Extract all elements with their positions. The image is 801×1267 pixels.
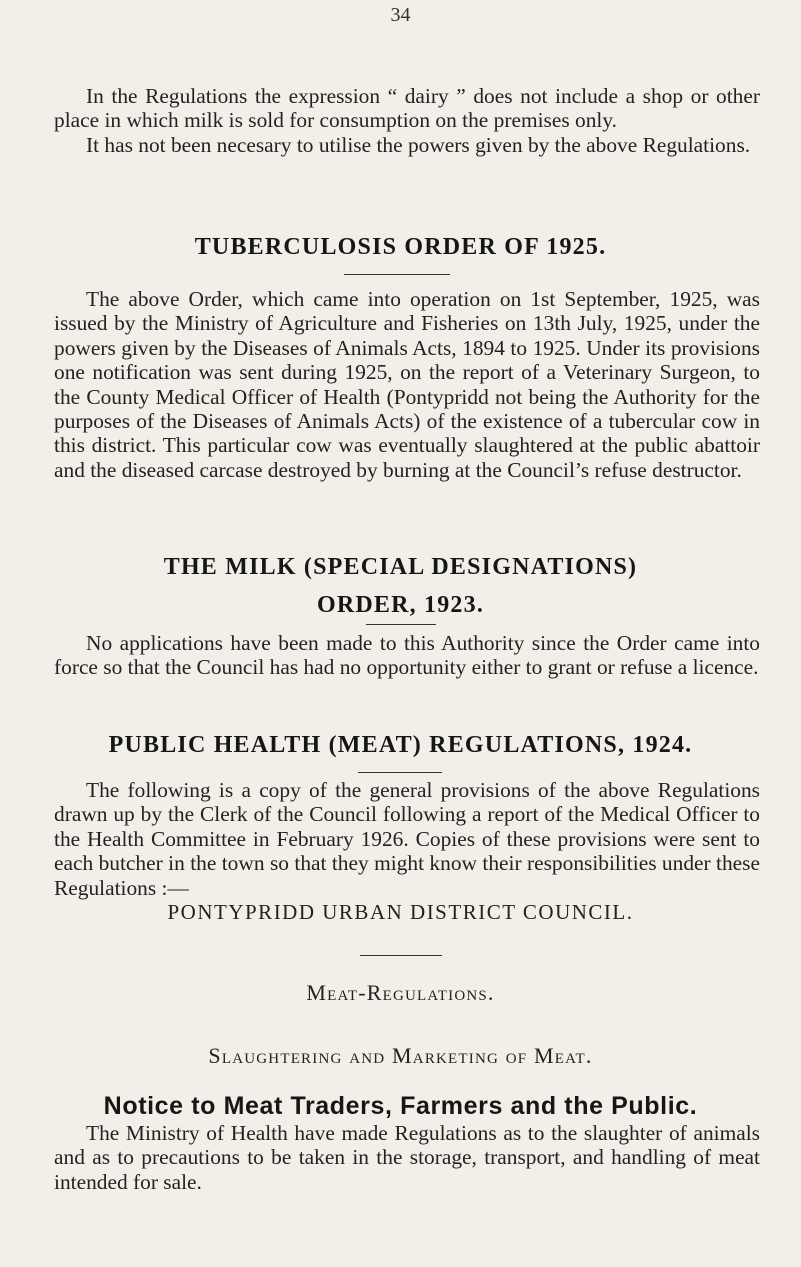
- divider-rule: [344, 274, 450, 275]
- council-name: PONTYPRIDD URBAN DISTRICT COUNCIL.: [167, 900, 634, 924]
- divider-rule: [360, 955, 442, 956]
- notice-paragraph: The Ministry of Health have made Regulations as to the slaughter of animals and as to precautions to be taken in the storage, transport, and handling of meat intended for sale.: [54, 1121, 760, 1194]
- meat-regulations-subheading: Meat-Regulations.: [306, 980, 495, 1005]
- divider-rule: [358, 772, 442, 773]
- notice-section: [54, 1121, 760, 1194]
- meat-paragraph: The following is a copy of the general provisions of the above Regulations drawn up by the Clerk of the Council following a report of the Medical Officer to the Health Committee in February 1926. Copies of these provisions were sent to each butcher in the town so that they might know their responsibilities under these Regulations :—: [54, 778, 760, 900]
- meat-section: [54, 778, 760, 900]
- milk-heading-line-2: ORDER, 1923.: [316, 592, 485, 618]
- tuberculosis-heading: TUBERCULOSIS ORDER OF 1925.: [194, 234, 607, 260]
- divider-rule: [366, 624, 436, 625]
- tuberculosis-section: [54, 287, 760, 482]
- intro-section: [54, 84, 760, 157]
- milk-paragraph: No applications have been made to this Authority since the Order came into force so that the Council has had no opportunity either to grant or refuse a licence.: [54, 631, 760, 680]
- notice-heading: Notice to Meat Traders, Farmers and the Public.: [103, 1092, 698, 1120]
- milk-heading-line-1: THE MILK (SPECIAL DESIGNATIONS): [163, 554, 638, 580]
- page-number: 34: [390, 4, 411, 26]
- milk-section: [54, 631, 760, 680]
- milk-heading: [0, 548, 801, 624]
- intro-paragraph-2: It has not been necesary to utilise the powers given by the above Regulations.: [86, 132, 751, 157]
- intro-paragraph-1: In the Regulations the expression “ dairy ” does not include a shop or other place in which milk is sold for consumption on the premises only.: [54, 84, 760, 133]
- slaughtering-subheading: Slaughtering and Marketing of Meat.: [208, 1043, 593, 1068]
- tuberculosis-paragraph: The above Order, which came into operation on 1st September, 1925, was issued by the Ministry of Agriculture and Fisheries on 13th July, 1925, under the powers given by the Diseases of Animals Acts, 1894 to 1925. Under its provisions one notification was sent during 1925, on the report of a Veterinary Surgeon, to the County Medical Officer of Health (Pontypridd not being the Authority for the purposes of the Diseases of Animals Acts) of the existence of a tubercular cow in this district. This particular cow was eventually slaughtered at the public abattoir and the diseased carcase destroyed by burning at the Council’s refuse destructor.: [54, 287, 760, 482]
- meat-heading: PUBLIC HEALTH (MEAT) REGULATIONS, 1924.: [108, 732, 693, 758]
